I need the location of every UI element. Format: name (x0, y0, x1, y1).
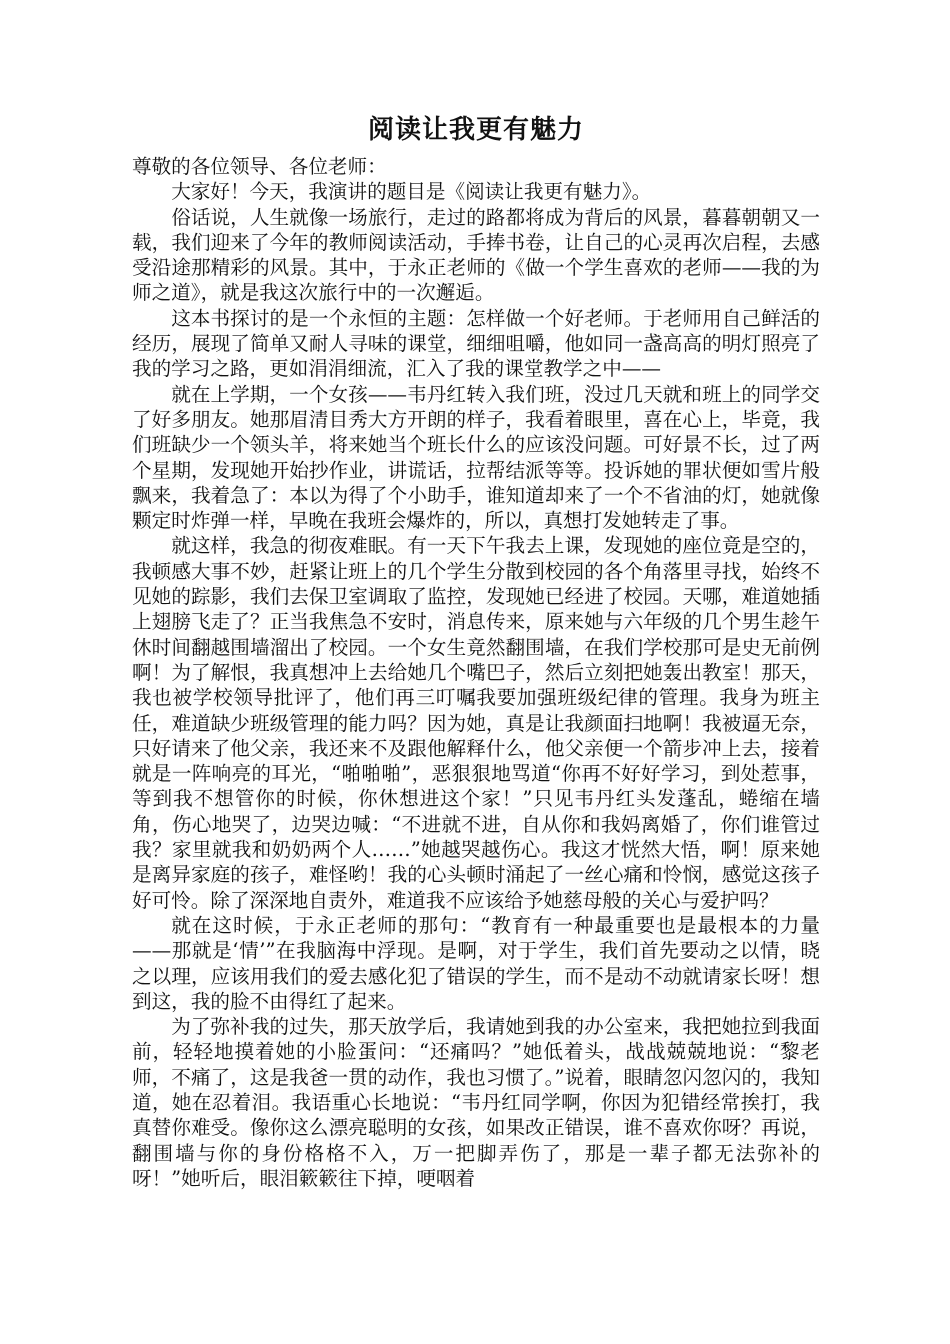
paragraph: 这本书探讨的是一个永恒的主题：怎样做一个好老师。于老师用自己鲜活的经历，展现了简单又耐人寻味的课堂，细细咀嚼，他如同一盏高高的明灯照亮了我的学习之路，更如涓涓细流，汇入了我的课堂教学之中—— (132, 306, 820, 381)
paragraph: 就在这时候，于永正老师的那句：“教育有一种最重要也是最根本的力量——那就是‘情’”在我脑海中浮现。是啊，对于学生，我们首先要动之以情，晓之以理，应该用我们的爱去感化犯了错误的学生，而不是动不动就请家长呀！想到这，我的脸不由得红了起来。 (132, 913, 820, 1013)
salutation: 尊敬的各位领导、各位老师： (132, 155, 387, 178)
paragraph: 就在上学期，一个女孩——韦丹红转入我们班，没过几天就和班上的同学交了好多朋友。她那眉清目秀大方开朗的样子，我看着眼里，喜在心上，毕竟，我们班缺少一个领头羊，将来她当个班长什么的应该没问题。可好景不长，过了两个星期，发现她开始抄作业，讲谎话，拉帮结派等等。投诉她的罪状便如雪片般飘来，我着急了：本以为得了个小助手，谁知道却来了一个不省油的灯，她就像颗定时炸弹一样，早晚在我班会爆炸的，所以，真想打发她转走了事。 (132, 382, 820, 533)
paragraph: 为了弥补我的过失，那天放学后，我请她到我的办公室来，我把她拉到我面前，轻轻地摸着她的小脸蛋问：“还痛吗？”她低着头，战战兢兢地说：“黎老师，不痛了，这是我爸一贯的动作，我也习惯了。”说着，眼睛忽闪忽闪的，我知道，她在忍着泪。我语重心长地说：“韦丹红同学啊，你因为犯错经常挨打，我真替你难受。像你这么漂亮聪明的女孩，如果改正错误，谁不喜欢你呀？再说，翻围墙与你的身份格格不入，万一把脚弄伤了，那是一辈子都无法弥补的呀！”她听后，眼泪簌簌往下掉，哽咽着 (132, 1015, 820, 1190)
document-page (132, 110, 820, 1191)
paragraph: 大家好！今天，我演讲的题目是《阅读让我更有魅力》。 (171, 180, 652, 204)
paragraph: 俗话说，人生就像一场旅行，走过的路都将成为背后的风景，暮暮朝朝又一载，我们迎来了今年的教师阅读活动，手捧书卷，让自己的心灵再次启程，去感受沿途那精彩的风景。其中，于永正老师的《做一个学生喜欢的老师——我的为师之道》，就是我这次旅行中的一次邂逅。 (132, 205, 820, 305)
paragraph: 就这样，我急的彻夜难眠。有一天下午我去上课，发现她的座位竟是空的，我顿感大事不妙，赶紧让班上的几个学生分散到校园的各个角落里寻找，始终不见她的踪影，我们去保卫室调取了监控，发现她已经进了校园。天哪，难道她插上翅膀飞走了？正当我焦急不安时，消息传来，原来她与六年级的几个男生趁午休时间翻越围墙溜出了校园。一个女生竟然翻围墙，在我们学校那可是史无前例啊！为了解恨，我真想冲上去给她几个嘴巴子，然后立刻把她轰出教室！那天，我也被学校领导批评了，他们再三叮嘱我要加强班级纪律的管理。我身为班主任，难道缺少班级管理的能力吗？因为她，真是让我颜面扫地啊！我被逼无奈，只好请来了他父亲，我还来不及跟他解释什么，他父亲便一个箭步冲上去，接着就是一阵响亮的耳光，“啪啪啪”，恶狠狠地骂道“你再不好好学习，到处惹事，等到我不想管你的时候，你休想进这个家！”只见韦丹红头发蓬乱，蜷缩在墙角，伤心地哭了，边哭边喊：“不进就不进，自从你和我妈离婚了，你们谁管过我？家里就我和奶奶两个人……”她越哭越伤心。我这才恍然大悟，啊！原来她是离异家庭的孩子，难怪哟！我的心头顿时涌起了一丝心痛和怜悯，感觉这孩子好可怜。除了深深地自责外，难道我不应该给予她慈母般的关心与爱护吗？ (132, 534, 820, 912)
document-title: 阅读让我更有魅力 (367, 115, 584, 145)
